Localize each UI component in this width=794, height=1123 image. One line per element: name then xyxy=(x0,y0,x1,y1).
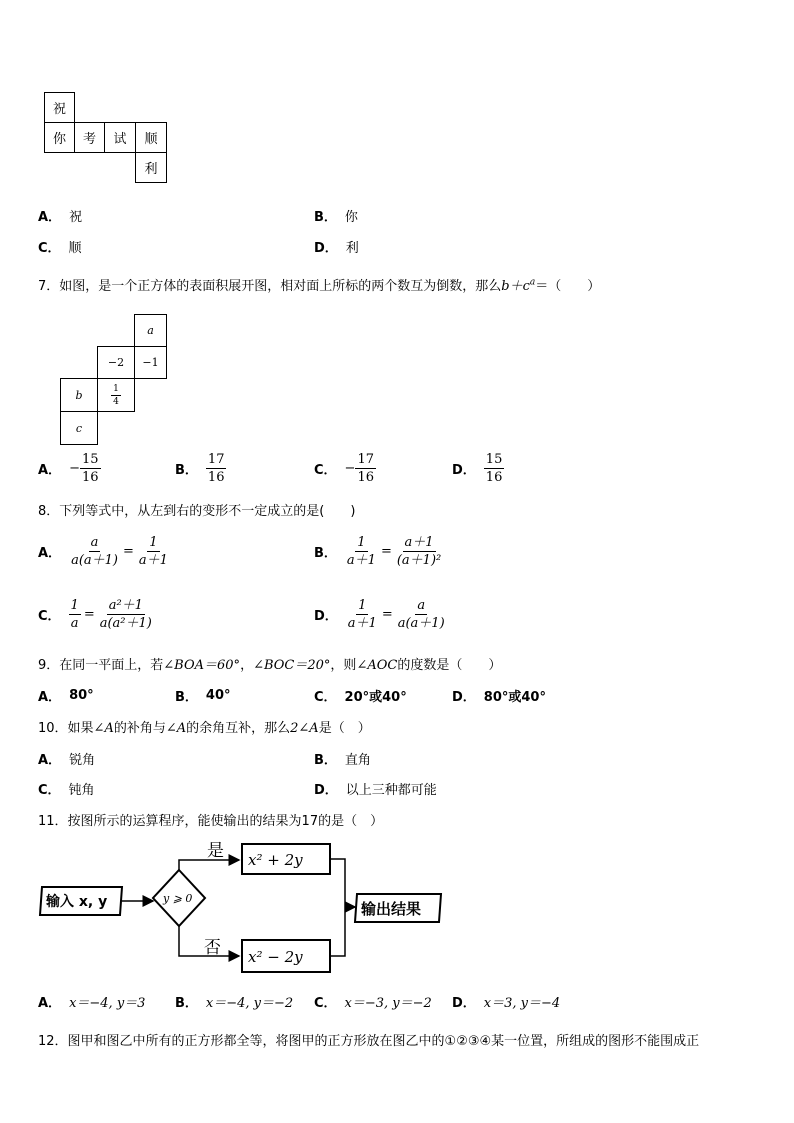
option-label: D． xyxy=(314,241,338,256)
option-a[interactable] xyxy=(38,206,82,225)
question-7-stem xyxy=(38,275,600,294)
option-label: C． xyxy=(38,609,61,624)
net-cell: 你 xyxy=(44,122,75,153)
option-text: 钝角 xyxy=(68,783,95,798)
option-a[interactable] xyxy=(38,686,94,705)
flowchart xyxy=(0,832,460,982)
option-a[interactable]: A． $\frac{a}{a(a+1)}$ = $\frac{1}{a+1}$ xyxy=(38,535,168,568)
option-denominator: 16 xyxy=(81,470,99,485)
option-c[interactable] xyxy=(38,237,82,256)
angle-aoc: ∠AOC xyxy=(356,658,398,673)
option-text: 80°或40° xyxy=(483,690,546,705)
option-c[interactable] xyxy=(38,779,95,798)
lhs-numerator: a xyxy=(90,535,99,550)
option-text: 利 xyxy=(345,241,359,256)
option-text: x＝3, y＝−4 xyxy=(483,996,561,1011)
option-c[interactable]: C． $\frac{1}{a}$ = $\frac{\text{a²＋1}}{\text{a(a²＋1)}}$ xyxy=(38,598,152,631)
option-text: x＝−4, y＝−2 xyxy=(205,996,294,1011)
option-label: D． xyxy=(452,996,476,1011)
option-denominator: 16 xyxy=(357,470,374,485)
rhs-denominator: a＋1 xyxy=(138,553,168,568)
flow-yes-label: 是 xyxy=(207,841,224,861)
option-text: 以上三种都可能 xyxy=(345,783,437,798)
stem-separator: ， xyxy=(240,658,254,673)
question-9-stem xyxy=(38,654,501,673)
option-text: 祝 xyxy=(69,210,83,225)
option-label: B． xyxy=(175,463,198,478)
option-d[interactable] xyxy=(452,452,504,485)
option-b[interactable] xyxy=(175,452,226,485)
question-11-stem: 11．按图所示的运算程序，能使输出的结果为17的是（ ） xyxy=(38,814,384,829)
option-b[interactable]: B． $\frac{1}{a+1}$ = $\frac{a+1}{\text{(a＋1)²}}$ xyxy=(314,535,442,568)
stem-text: 的余角互补，那么 xyxy=(186,721,291,736)
flow-no-label: 否 xyxy=(204,938,221,958)
net-cell-minus1: −1 xyxy=(134,346,167,379)
flow-output-box xyxy=(355,894,441,922)
angle-boc: ∠BOC＝20° xyxy=(253,658,331,673)
option-label: C． xyxy=(314,996,337,1011)
flow-input-box xyxy=(40,887,122,915)
option-b[interactable] xyxy=(314,749,371,768)
flow-bottom-box xyxy=(242,940,330,972)
option-c[interactable] xyxy=(314,686,407,705)
net-cell-minus2: −2 xyxy=(97,346,135,379)
option-sign: − xyxy=(344,461,356,476)
option-c[interactable] xyxy=(314,992,432,1011)
flow-arrow-yes xyxy=(179,860,239,870)
option-text: 80° xyxy=(69,688,94,703)
option-label: D． xyxy=(314,609,338,624)
angle-a: ∠A xyxy=(165,721,187,736)
option-label: B． xyxy=(175,996,198,1011)
rhs-numerator: a＋1 xyxy=(404,535,434,550)
stem-text: 7．如图，是一个正方体的表面积展开图，相对面上所标的两个数互为倒数，那么 xyxy=(38,279,502,294)
option-label: A． xyxy=(38,690,62,705)
question-12-stem: 12．图甲和图乙中所有的正方形都全等，将图甲的正方形放在图乙中的①②③④某一位置，所组成的图形不能围成正 xyxy=(38,1034,700,1049)
option-text: 20°或40° xyxy=(344,690,407,705)
option-a[interactable] xyxy=(38,749,95,768)
option-numerator: 15 xyxy=(485,452,503,467)
option-d[interactable] xyxy=(452,992,560,1011)
flow-condition-diamond xyxy=(153,870,205,926)
option-label: D． xyxy=(452,463,476,478)
option-label: A． xyxy=(38,210,62,225)
stem-text: 10．如果 xyxy=(38,721,94,736)
option-b[interactable] xyxy=(175,992,293,1011)
quarter-numerator: 1 xyxy=(113,383,119,394)
option-b[interactable] xyxy=(175,686,231,705)
stem-expr: b＋c xyxy=(501,279,530,294)
option-text: x＝−3, y＝−2 xyxy=(344,996,432,1011)
flow-join-line xyxy=(330,859,345,956)
option-label: C． xyxy=(38,241,61,256)
option-label: D． xyxy=(314,783,338,798)
option-label: B． xyxy=(314,546,337,561)
net-cell: 考 xyxy=(74,122,105,153)
flow-condition-text: y ⩾ 0 xyxy=(163,892,193,905)
lhs-numerator: 1 xyxy=(357,535,366,550)
option-a[interactable] xyxy=(38,452,101,485)
flow-output-text: 输出结果 xyxy=(361,900,422,918)
option-label: B． xyxy=(175,690,198,705)
lhs-numerator: 1 xyxy=(358,598,367,613)
angle-a: ∠A xyxy=(93,721,114,736)
net-cell-c: c xyxy=(60,411,98,445)
option-label: A． xyxy=(38,546,62,561)
option-d[interactable] xyxy=(314,779,437,798)
net-cell-quarter xyxy=(97,378,135,412)
lhs-denominator: a＋1 xyxy=(346,553,376,568)
lhs-numerator: 1 xyxy=(70,598,79,613)
rhs-denominator: a(a²＋1) xyxy=(99,616,152,631)
option-text: 你 xyxy=(344,210,358,225)
option-d[interactable] xyxy=(314,237,359,256)
net-cell: 试 xyxy=(104,122,136,153)
option-text: 40° xyxy=(205,688,231,703)
option-a[interactable] xyxy=(38,992,145,1011)
question-8-stem: 8．下列等式中，从左到右的变形不一定成立的是( ) xyxy=(38,504,356,519)
rhs-denominator: a(a＋1) xyxy=(397,616,445,631)
option-label: A． xyxy=(38,753,62,768)
stem-text: 的度数是（ ） xyxy=(397,658,502,673)
question-10-stem xyxy=(38,717,371,736)
stem-text: 的补角与 xyxy=(113,721,166,736)
option-label: C． xyxy=(314,463,337,478)
rhs-denominator: (a＋1)² xyxy=(396,553,442,568)
option-d[interactable] xyxy=(452,686,546,705)
flow-input-text: 输入 x, y xyxy=(46,894,108,910)
option-text: x＝−4, y＝3 xyxy=(69,996,146,1011)
option-text: 顺 xyxy=(68,241,82,256)
lhs-denominator: a xyxy=(70,616,79,631)
net-cell: 利 xyxy=(135,152,167,183)
angle-2a: 2∠A xyxy=(290,721,319,736)
net-cell-a: a xyxy=(134,314,167,347)
option-label: A． xyxy=(38,463,62,478)
option-text: 直角 xyxy=(344,753,371,768)
flow-top-box xyxy=(242,844,330,874)
option-numerator: 15 xyxy=(81,452,99,467)
option-text: 锐角 xyxy=(69,753,96,768)
flow-top-expr: x² + 2y xyxy=(248,851,303,869)
net-cell: 祝 xyxy=(44,92,75,123)
option-label: B． xyxy=(314,753,337,768)
flow-bottom-expr: x² − 2y xyxy=(248,948,303,966)
net-cell: 顺 xyxy=(135,122,167,153)
rhs-numerator: 1 xyxy=(149,535,158,550)
option-numerator: 17 xyxy=(357,452,374,467)
angle-boa: ∠BOA＝60° xyxy=(163,658,241,673)
option-c[interactable] xyxy=(314,452,376,485)
option-numerator: 17 xyxy=(207,452,225,467)
option-label: B． xyxy=(314,210,337,225)
option-d[interactable]: D． $\frac{1}{a+1}$ = $\frac{a}{a(a+1)}$ xyxy=(314,598,445,631)
rhs-numerator: a xyxy=(417,598,426,613)
lhs-denominator: a＋1 xyxy=(347,616,377,631)
stem-text: 是（ ） xyxy=(318,721,371,736)
stem-text: ，则 xyxy=(330,658,357,673)
option-b[interactable] xyxy=(314,206,358,225)
option-denominator: 16 xyxy=(485,470,503,485)
stem-text: 9．在同一平面上，若 xyxy=(38,658,164,673)
option-sign: − xyxy=(69,461,80,476)
option-denominator: 16 xyxy=(207,470,225,485)
stem-tail: ＝（ ） xyxy=(535,279,601,294)
option-label: C． xyxy=(38,783,61,798)
rhs-numerator: a²＋1 xyxy=(108,598,143,613)
lhs-denominator: a(a＋1) xyxy=(71,553,118,568)
net-cell-b: b xyxy=(60,378,98,412)
stem-expr-exponent: a xyxy=(529,277,536,288)
option-label: D． xyxy=(452,690,476,705)
option-label: A． xyxy=(38,996,62,1011)
quarter-denominator: 4 xyxy=(113,396,119,407)
option-label: C． xyxy=(314,690,337,705)
